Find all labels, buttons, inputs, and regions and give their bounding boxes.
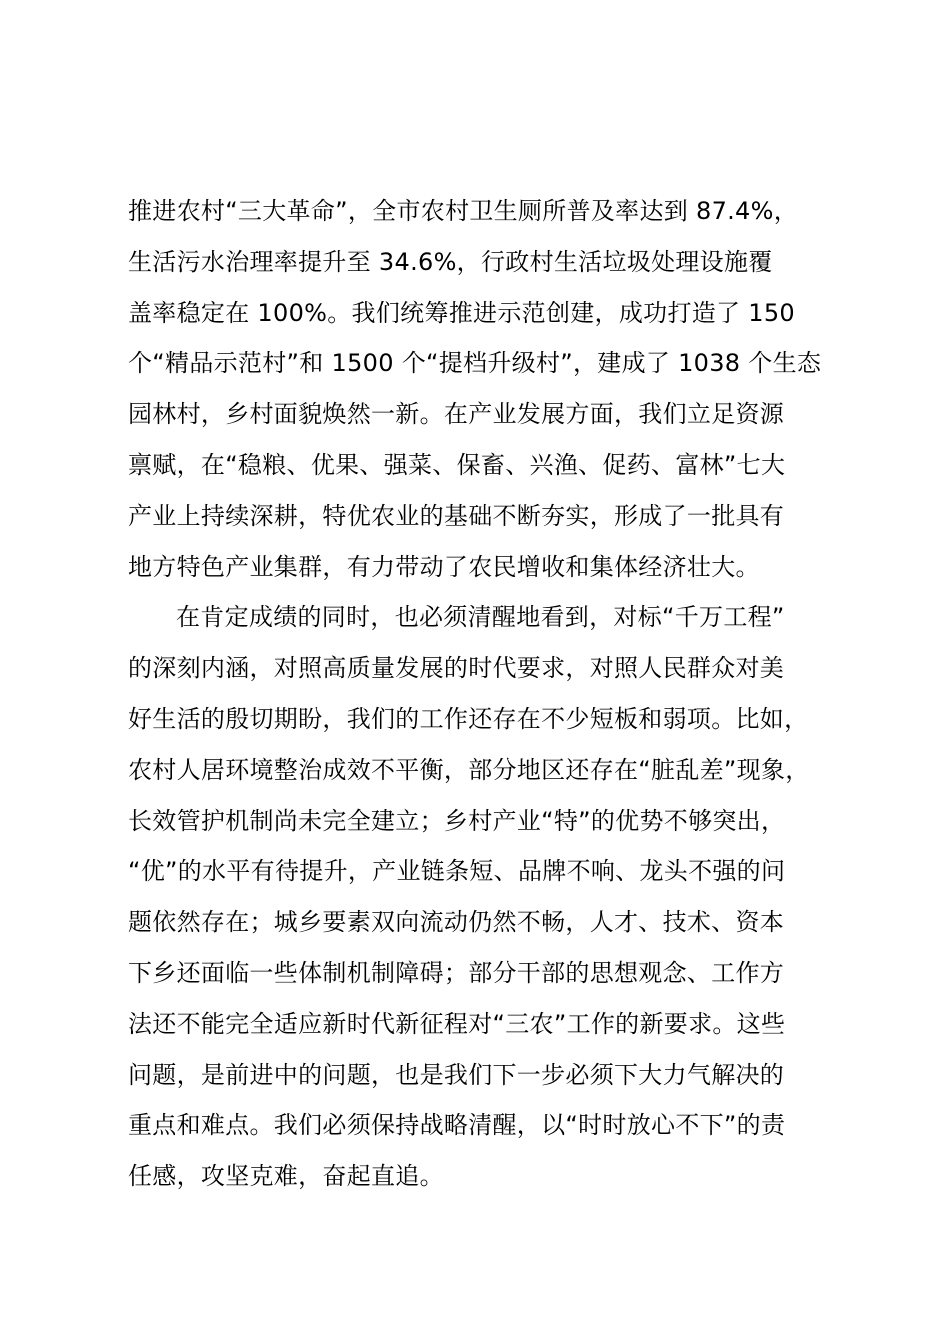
text-line: “优”的水平有待提升，产业链条短、品牌不响、龙头不强的问 xyxy=(128,857,786,886)
text-line: 任感，攻坚克难，奋起直追。 xyxy=(128,1162,444,1191)
text-line: 产业上持续深耕，特优农业的基础不断夯实，形成了一批具有 xyxy=(128,501,785,530)
text-line: 的深刻内涵，对照高质量发展的时代要求，对照人民群众对美 xyxy=(128,654,785,683)
text-line: 问题，是前进中的问题，也是我们下一步必须下大力气解决的 xyxy=(128,1060,785,1089)
text-line: 个“精品示范村”和 1500 个“提档升级村”，建成了 1038 个生态 xyxy=(128,349,822,378)
text-line: 题依然存在；城乡要素双向流动仍然不畅，人才、技术、资本 xyxy=(128,908,785,937)
text-line: 园林村，乡村面貌焕然一新。在产业发展方面，我们立足资源 xyxy=(128,400,785,429)
paragraph-achievements xyxy=(128,186,848,592)
text-line: 推进农村“三大革命”，全市农村卫生厕所普及率达到 87.4%， xyxy=(128,197,799,225)
text-line: 法还不能完全适应新时代新征程对“三农”工作的新要求。这些 xyxy=(128,1009,786,1038)
text-line: 禀赋，在“稳粮、优果、强菜、保畜、兴渔、促药、富林”七大 xyxy=(128,450,786,479)
text-line: 盖率稳定在 100%。我们统筹推进示范创建，成功打造了 150 xyxy=(128,298,795,327)
text-line: 好生活的殷切期盼，我们的工作还存在不少短板和弱项。比如， xyxy=(128,704,809,733)
text-line: 重点和难点。我们必须保持战略清醒，以“时时放心不下”的责 xyxy=(128,1111,786,1140)
text-line: 地方特色产业集群，有力带动了农民增收和集体经济壮大。 xyxy=(128,552,760,581)
text-line: 下乡还面临一些体制机制障碍；部分干部的思想观念、工作方 xyxy=(128,958,785,987)
body-text xyxy=(128,186,848,1202)
text-line: 农村人居环境整治成效不平衡，部分地区还存在“脏乱差”现象， xyxy=(128,755,810,784)
paragraph-shortcomings xyxy=(128,592,848,1202)
text-line: 在肯定成绩的同时，也必须清醒地看到，对标“千万工程” xyxy=(176,603,785,632)
text-line: 长效管护机制尚未完全建立；乡村产业“特”的优势不够突出， xyxy=(128,806,786,835)
text-line: 生活污水治理率提升至 34.6%，行政村生活垃圾处理设施覆 xyxy=(128,247,773,276)
